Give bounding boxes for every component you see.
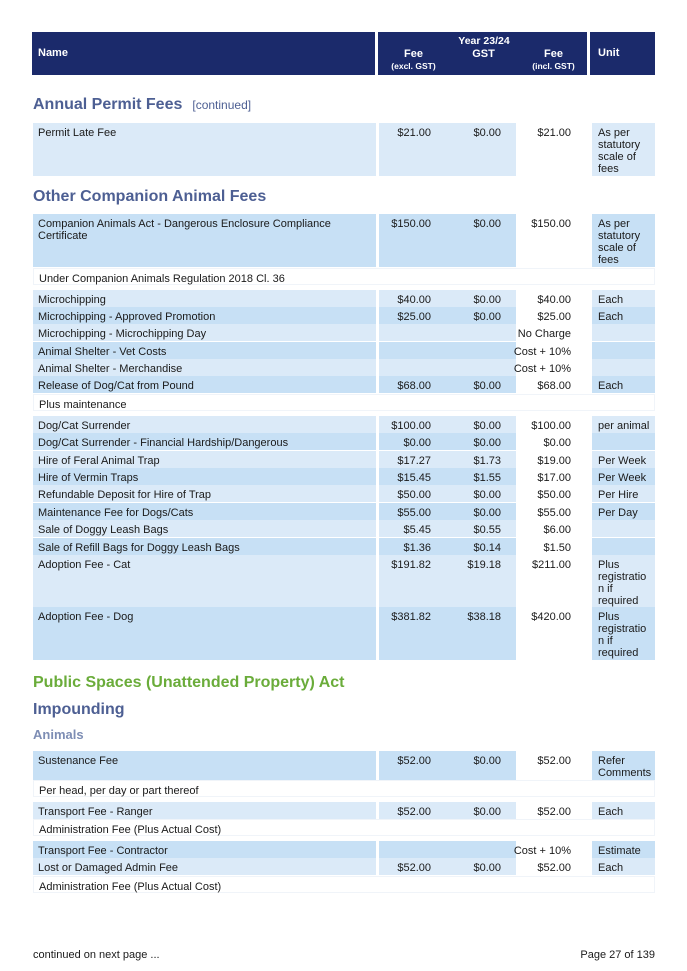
row-unit: Each: [592, 307, 655, 324]
table-row: [33, 342, 655, 359]
row-fee-incl: $420.00: [531, 611, 571, 623]
row-name: Lost or Damaged Admin Fee: [33, 858, 376, 875]
table-row: [33, 324, 655, 341]
row-gst: $0.00: [473, 806, 501, 818]
header-divider: [375, 32, 378, 75]
row-unit: As per statutory scale of fees: [592, 214, 655, 267]
row-gst: $0.00: [473, 437, 501, 449]
section-animals: Animals: [33, 727, 84, 742]
table-row: [33, 607, 655, 660]
row-name: Adoption Fee - Cat: [33, 555, 376, 607]
row-fee-excl: $52.00: [397, 862, 431, 874]
table-row: [33, 123, 655, 176]
footer-page-number: Page 27 of 139: [580, 949, 655, 961]
row-note: Per head, per day or part thereof: [33, 780, 655, 797]
row-gst: $1.55: [473, 472, 501, 484]
row-unit: [592, 433, 655, 450]
table-note: [33, 819, 655, 836]
row-fee-incl: $1.50: [543, 542, 571, 554]
row-unit: [592, 359, 655, 376]
row-name: Permit Late Fee: [33, 123, 376, 176]
header-gst: GST: [472, 48, 495, 60]
table-row: [33, 751, 655, 780]
row-unit: Per Week: [592, 468, 655, 485]
section-impounding: Impounding: [33, 701, 125, 718]
row-fee-incl: $21.00: [537, 127, 571, 139]
row-unit: As per statutory scale of fees: [592, 123, 655, 176]
row-unit: Per Hire: [592, 485, 655, 502]
table-row: [33, 485, 655, 502]
table-row: [33, 555, 655, 607]
row-unit: per animal: [592, 416, 655, 433]
row-name: Microchipping - Approved Promotion: [33, 307, 376, 324]
row-fee-excl: $191.82: [391, 559, 431, 571]
table-row: [33, 841, 655, 858]
row-fee-incl: No Charge: [517, 328, 571, 340]
row-fee-incl: $52.00: [537, 806, 571, 818]
row-fee-excl: $5.45: [403, 524, 431, 536]
table-row: [33, 503, 655, 520]
row-gst: $0.00: [473, 311, 501, 323]
row-fee-excl: $150.00: [391, 218, 431, 230]
row-gst: $0.14: [473, 542, 501, 554]
row-fee-excl: $40.00: [397, 294, 431, 306]
row-gst: $19.18: [467, 559, 501, 571]
row-gst: $0.00: [473, 218, 501, 230]
row-fee-excl: $52.00: [397, 806, 431, 818]
table-row: [33, 520, 655, 537]
row-name: Refundable Deposit for Hire of Trap: [33, 485, 376, 502]
header-unit: Unit: [598, 47, 620, 59]
table-note: [33, 780, 655, 797]
row-fee-incl: $40.00: [537, 294, 571, 306]
table-note: [33, 394, 655, 411]
section-annual-permit-fees: Annual Permit Fees [continued]: [33, 96, 252, 113]
row-unit: Estimate: [592, 841, 655, 858]
table-row: [33, 858, 655, 875]
table-row: [33, 214, 655, 267]
row-fee-excl: $17.27: [397, 455, 431, 467]
row-name: Sale of Refill Bags for Doggy Leash Bags: [33, 538, 376, 555]
row-note: Under Companion Animals Regulation 2018 Cl. 36: [33, 268, 655, 285]
row-fee-incl: $17.00: [537, 472, 571, 484]
row-name: Animal Shelter - Merchandise: [33, 359, 376, 376]
row-gst: $0.00: [473, 127, 501, 139]
row-fee-excl: $25.00: [397, 311, 431, 323]
row-unit: Each: [592, 858, 655, 875]
row-name: Microchipping - Microchipping Day: [33, 324, 376, 341]
header-year: Year 23/24: [458, 35, 510, 47]
table-row: [33, 451, 655, 468]
row-unit: [592, 324, 655, 341]
row-name: Adoption Fee - Dog: [33, 607, 376, 660]
row-name: Dog/Cat Surrender - Financial Hardship/Dangerous: [33, 433, 376, 450]
row-gst: $0.00: [473, 862, 501, 874]
table-row: [33, 468, 655, 485]
row-unit: [592, 342, 655, 359]
row-fee-excl: $100.00: [391, 420, 431, 432]
row-fee-incl: $52.00: [537, 862, 571, 874]
row-note: Plus maintenance: [33, 394, 655, 411]
header-fee-excl: Fee (excl. GST): [391, 48, 436, 71]
row-name: Release of Dog/Cat from Pound: [33, 376, 376, 393]
table-row: [33, 416, 655, 433]
row-fee-incl: Cost + 10%: [513, 363, 571, 375]
row-note: Administration Fee (Plus Actual Cost): [33, 876, 655, 893]
row-unit: Plus registratio n if required: [592, 607, 655, 660]
table-row: [33, 376, 655, 393]
row-fee-incl: $6.00: [543, 524, 571, 536]
row-name: Hire of Feral Animal Trap: [33, 451, 376, 468]
table-row: [33, 359, 655, 376]
row-unit: Each: [592, 290, 655, 307]
row-fee-excl: $55.00: [397, 507, 431, 519]
row-name: Transport Fee - Ranger: [33, 802, 376, 819]
table-row: [33, 307, 655, 324]
row-fee-incl: $25.00: [537, 311, 571, 323]
row-fee-excl: $381.82: [391, 611, 431, 623]
table-note: [33, 268, 655, 285]
row-gst: $0.00: [473, 380, 501, 392]
row-fee-excl: $52.00: [397, 755, 431, 767]
row-gst: $0.00: [473, 420, 501, 432]
row-fee-excl: $15.45: [397, 472, 431, 484]
row-fee-incl: $0.00: [543, 437, 571, 449]
row-name: Sustenance Fee: [33, 751, 376, 780]
row-fee-excl: $1.36: [403, 542, 431, 554]
row-gst: $1.73: [473, 455, 501, 467]
row-unit: Each: [592, 802, 655, 819]
row-fee-incl: $50.00: [537, 489, 571, 501]
row-unit: Per Day: [592, 503, 655, 520]
row-name: Transport Fee - Contractor: [33, 841, 376, 858]
row-fee-incl: $100.00: [531, 420, 571, 432]
table-header: [32, 32, 655, 75]
table-row: [33, 433, 655, 450]
header-name: Name: [38, 47, 68, 59]
row-note: Administration Fee (Plus Actual Cost): [33, 819, 655, 836]
row-unit: Per Week: [592, 451, 655, 468]
header-fee-incl: Fee (incl. GST): [532, 48, 575, 71]
row-fee-excl: $50.00: [397, 489, 431, 501]
row-gst: $0.00: [473, 507, 501, 519]
row-gst: $0.00: [473, 755, 501, 767]
row-name: Hire of Vermin Traps: [33, 468, 376, 485]
footer-continued: continued on next page ...: [33, 949, 160, 961]
row-fee-incl: $52.00: [537, 755, 571, 767]
row-name: Maintenance Fee for Dogs/Cats: [33, 503, 376, 520]
table-note: [33, 876, 655, 893]
row-name: Sale of Doggy Leash Bags: [33, 520, 376, 537]
row-unit: [592, 538, 655, 555]
table-row: [33, 290, 655, 307]
row-unit: Plus registratio n if required: [592, 555, 655, 607]
row-gst: $0.55: [473, 524, 501, 536]
row-gst: $0.00: [473, 294, 501, 306]
row-fee-incl: $68.00: [537, 380, 571, 392]
row-name: Dog/Cat Surrender: [33, 416, 376, 433]
row-fee-incl: $55.00: [537, 507, 571, 519]
row-gst: $0.00: [473, 489, 501, 501]
row-gst: $38.18: [467, 611, 501, 623]
row-fee-incl: $150.00: [531, 218, 571, 230]
row-fee-excl: $0.00: [403, 437, 431, 449]
row-fee-incl: Cost + 10%: [513, 346, 571, 358]
row-fee-excl: $21.00: [397, 127, 431, 139]
row-name: Animal Shelter - Vet Costs: [33, 342, 376, 359]
row-name: Microchipping: [33, 290, 376, 307]
row-unit: Refer Comments: [592, 751, 655, 780]
row-name: Companion Animals Act - Dangerous Enclosure Compliance Certificate: [33, 214, 376, 267]
table-row: [33, 538, 655, 555]
row-fee-excl: $68.00: [397, 380, 431, 392]
row-unit: [592, 520, 655, 537]
section-other-companion-animal-fees: Other Companion Animal Fees: [33, 188, 267, 205]
table-row: [33, 802, 655, 819]
row-fee-incl: $19.00: [537, 455, 571, 467]
row-fee-incl: $211.00: [532, 559, 571, 571]
row-fee-incl: Cost + 10%: [513, 845, 571, 857]
section-public-spaces: Public Spaces (Unattended Property) Act: [33, 674, 345, 691]
row-unit: Each: [592, 376, 655, 393]
